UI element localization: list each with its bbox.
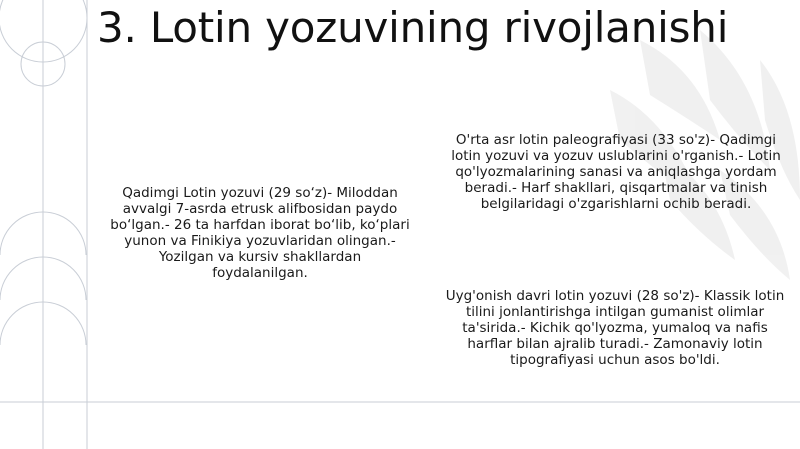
- text-block-ancient-latin: Qadimgi Lotin yozuvi (29 so‘z)- Miloddan avvalgi 7-asrda etrusk alifbosidan paydo bo‘lgan.- 26 ta harfdan iborat bo‘lib, ko‘plari yunon va Finikiya yozuvlaridan olingan.- Yozilgan va kursiv shakllardan foydalanilgan.: [110, 185, 410, 281]
- page-title: 3. Lotin yozuvining rivojlanishi: [97, 3, 729, 52]
- text-block-renaissance-script: Uyg'onish davri lotin yozuvi (28 so'z)- Klassik lotin tilini jonlantirishga intilgan gumanist olimlar ta'sirida.- Kichik qo'lyozma, yumaloq va nafis harflar bilan ajralib turadi.- Zamonaviy lotin tipografiyasi uchun asos bo'ldi.: [445, 288, 785, 368]
- text-block-medieval-paleography: O'rta asr lotin paleografiyasi (33 so'z)- Qadimgi lotin yozuvi va yozuv uslublarini o'rganish.- Lotin qo'lyozmalarining sanasi va aniqlashga yordam beradi.- Harf shakllari, qisqartmalar va tinish belgilaridagi o'zgarishlarni ochib beradi.: [451, 132, 781, 212]
